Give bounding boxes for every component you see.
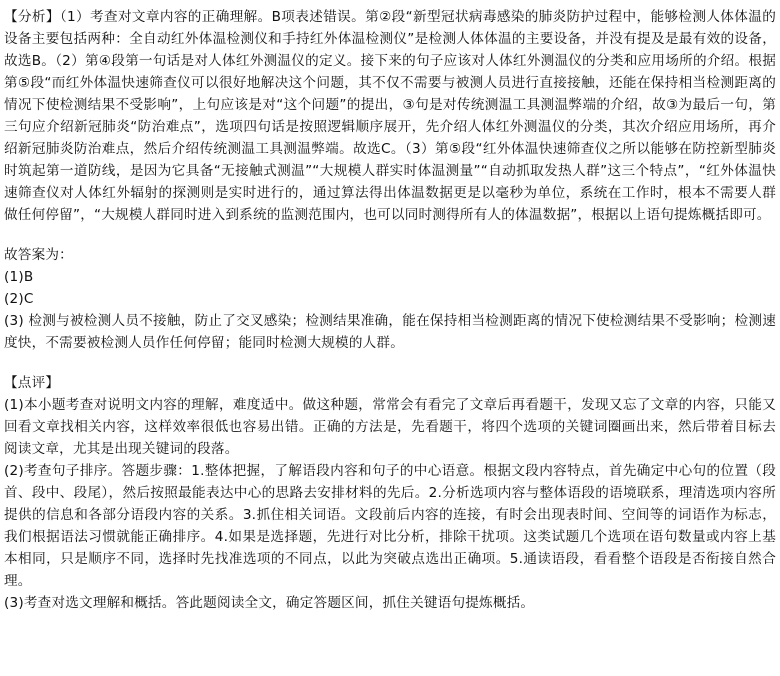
- review-heading: 【点评】: [4, 375, 60, 391]
- answer-item-2: (2)C: [4, 291, 34, 307]
- analysis-paragraph: 【分析】（1）考查对文章内容的正确理解。B项表述错误。第②段“新型冠状病毒感染的肺炎防护过程中，能够检测人体体温的设备主要包括两种：全自动红外体温检测仪和手持红外体温检测仪”是检测人体体温的主要设备，并没有提及是最有效的设备，故选B。（2）第④段第一句话是对人体红外测温仪的定义。接下来的句子应该对人体红外测温仪的分类和应用场所的介绍。根据第⑤段“而红外体温快速筛查仪可以很好地解决这个问题，其不仅不需要与被测人员进行直接接触，还能在保持相当检测距离的情况下使检测结果不受影响”，上句应该是对“这个问题”的提出，③句是对传统测温工具测温弊端的介绍，故③为最后一句，第三句应介绍新冠肺炎“防治难点”，选项四句话是按照逻辑顺序展开，先介绍人体红外测温仪的分类，其次介绍应用场所，再介绍新冠肺炎防治难点，然后介绍传统测温工具测温弊端。故选C。（3）第⑤段“红外体温快速筛查仪之所以能够在防控新型肺炎时筑起第一道防线，是因为它具备“无接触式测温”“大规模人群实时体温测量”“自动抓取发热人群”这三个特点”，“红外体温快速筛查仪对人体红外辐射的探测则是实时进行的，通过算法得出体温数据更是以毫秒为单位，系统在工作时，根本不需要人群做任何停留”，“大规模人群同时进入到系统的监测范围内，也可以同时测得所有人的体温数据”，根据以上语句提炼概括即可。: [4, 9, 776, 223]
- review-item-2: (2)考查句子排序。答题步骤：1.整体把握，了解语段内容和句子的中心语意。根据文段内容特点，首先确定中心句的位置（段首、段中、段尾），然后按照最能表达中心的思路去安排材料的先后。2.分析选项内容与整体语段的语境联系，理清选项内容所提供的信息和各部分语段内容的关系。3.抓住相关词语。文段前后内容的连接，有时会出现表时间、空间等的词语作为标志，我们根据语法习惯就能正确排序。4.如果是选择题，先进行对比分析，排除干扰项。这类试题几个选项在语句数量或内容上基本相同，只是顺序不同，选择时先找准选项的不同点，以此为突破点选出正确项。5.通读语段，看看整个语段是否衔接自然合理。: [4, 463, 776, 589]
- answer-item-3: (3) 检测与被检测人员不接触，防止了交叉感染；检测结果准确，能在保持相当检测距离的情况下使检测结果不受影响；检测速度快，不需要被检测人员作任何停留；能同时检测大规模的人群。: [4, 313, 776, 351]
- review-item-1: (1)本小题考查对说明文内容的理解，难度适中。做这种题，常常会有看完了文章后再看题干，发现又忘了文章的内容，只能又回看文章找相关内容，这样效率很低也容易出错。正确的方法是，先看题干，将四个选项的关键词圈画出来，然后带着目标去阅读文章，尤其是出现关键词的段落。: [4, 397, 776, 457]
- answer-heading: 故答案为：: [4, 247, 73, 263]
- solution-document: [4, 0, 776, 614]
- answer-item-1: (1)B: [4, 269, 34, 285]
- review-item-3: (3)考查对选文理解和概括。答此题阅读全文，确定答题区间，抓住关键语句提炼概括。: [4, 595, 535, 611]
